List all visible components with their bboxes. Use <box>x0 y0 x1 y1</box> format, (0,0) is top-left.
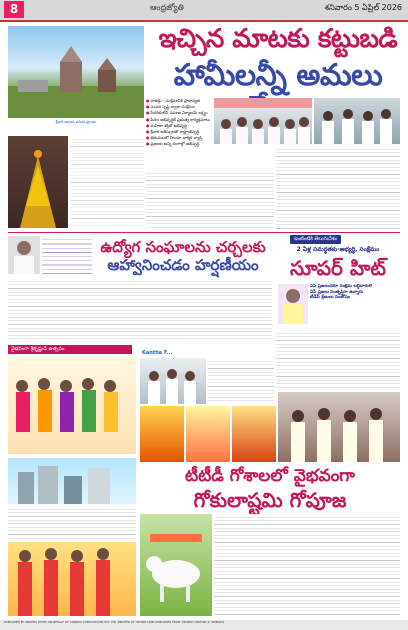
procession-photo <box>8 542 136 616</box>
section-tag: ఇంటింటికి తెలుగుదేశం <box>290 235 341 244</box>
lead-bullet: ●పేదరికంలేని సమాజ నిర్మాణమే లక్ష్యం <box>146 110 208 116</box>
officials-photo <box>314 98 400 144</box>
rally-photo <box>214 98 312 144</box>
buildings-illustration <box>8 458 136 504</box>
right-point: ఏపీ ప్రజలు సంతృప్తిగా ఉన్నారు <box>310 289 364 295</box>
lead-bullet: ●సంపద సృష్టి ద్వారా సంక్షేమం <box>146 104 195 110</box>
goshala-headline-line1: టీటీడీ గోశాలలో వైభవంగా <box>185 466 355 486</box>
union-quote <box>42 236 92 274</box>
leader-portrait <box>278 284 308 324</box>
crowd-illustration <box>214 98 312 144</box>
lead-bullet: ●తిరుమలలో హిందూ ధార్మిక వ్యాప్తి <box>146 135 203 141</box>
temple-photo-caption: శ్రీవారి ఆలయ పరిసర ప్రాంతం <box>55 120 97 124</box>
right-points <box>310 284 400 326</box>
right-point: ఏపీ ప్రజలందరూ సంక్షేమ లబ్ధిదారులే <box>310 284 372 289</box>
masthead-small: ఆంధ్రజ్యోతి <box>150 3 184 12</box>
right-story-text <box>276 330 400 390</box>
leader-illustration <box>278 284 308 324</box>
deity-photo-3 <box>232 406 276 462</box>
lead-bullet: ●శ్రీవారి ఆశీస్సులతో రాష్ట్రాభివృద్ధి <box>146 128 200 134</box>
right-top-text <box>276 146 400 230</box>
jobs-story-text <box>8 278 272 342</box>
meeting-illustration <box>140 358 206 404</box>
officials-illustration <box>314 98 400 144</box>
right-headline: సూపర్ హిట్ <box>290 256 386 280</box>
meeting-photo <box>140 358 206 404</box>
top-bar <box>0 0 408 22</box>
temple-hall-photo <box>278 392 400 462</box>
imprint-footer: PUBLISHED BY ANDHRA JYOTHI ON BEHALF OF AAMODA PUBLICATIONS PVT. LTD. PRINTED AT TIRUPATI AND PUBLISHED FROM TIRUPATI. EDITOR: K. SRINIVAS <box>0 620 408 630</box>
gopuram-illustration <box>8 136 68 228</box>
deity-photo-2 <box>186 406 230 462</box>
lead-story-text-left <box>70 136 144 228</box>
festival-band: వైభవంగా శ్రీకృష్ణుడి ఉత్సవం <box>8 345 132 354</box>
left-lower-text <box>8 506 136 540</box>
temple-illustration <box>8 26 144 118</box>
festival-crowd-illustration <box>8 356 136 454</box>
jobs-headline-line2: ఆహ్వానించడం హర్షణీయం <box>107 256 259 274</box>
cow-puja-photo <box>140 514 212 616</box>
section-divider <box>8 232 400 233</box>
right-subheadline: 2 ఏళ్ల సమర్థతకు-అభ్యర్థి, సంక్షేమం <box>296 246 380 253</box>
lead-headline-line1: ఇచ్చిన మాటకు కట్టుబడి <box>158 24 398 54</box>
lead-bullet: ●పాతర్లు - సంక్షేమానికి ప్రాధాన్యత <box>146 98 200 103</box>
page-number: 8 <box>4 1 24 18</box>
portrait-illustration <box>8 236 40 274</box>
priests-illustration <box>278 392 400 462</box>
lead-headline-line2: హామీలన్నీ అమలు <box>173 58 383 93</box>
mid-lower-text <box>208 358 274 404</box>
procession-illustration <box>8 542 136 616</box>
golden-temple-photo <box>8 136 68 228</box>
union-leader-photo <box>8 236 40 274</box>
goshala-headline-line2: గోకులాష్టమి గోపూజ <box>193 488 347 512</box>
lead-story-text <box>146 170 274 230</box>
goshala-story-text <box>214 514 400 616</box>
deity-photo-1 <box>140 406 184 462</box>
jobs-headline-line1: ఉద్యోగ సంఘాలను చర్చలకు <box>100 238 266 256</box>
festival-photo <box>8 356 136 454</box>
right-point: టీడీపీ శ్రేణులు సంతోషం <box>310 295 350 301</box>
lead-bullet: ●పేదల అభివృద్ధికే ప్రభుత్వ కార్యక్రమాలు <box>146 116 210 122</box>
cow-illustration <box>140 514 212 616</box>
issue-date: శనివారం 5 ఏప్రిల్ 2026 <box>324 3 402 12</box>
city-photo <box>8 458 136 504</box>
kantha-label: Kantha F... <box>142 350 173 356</box>
lead-bullet: ●మహిళా శక్తితో అభివృద్ధి <box>146 122 188 128</box>
lead-bullet: ●ప్రజలకు అన్ని రంగాల్లో అభివృద్ధి <box>146 141 200 147</box>
temple-photo <box>8 26 144 118</box>
